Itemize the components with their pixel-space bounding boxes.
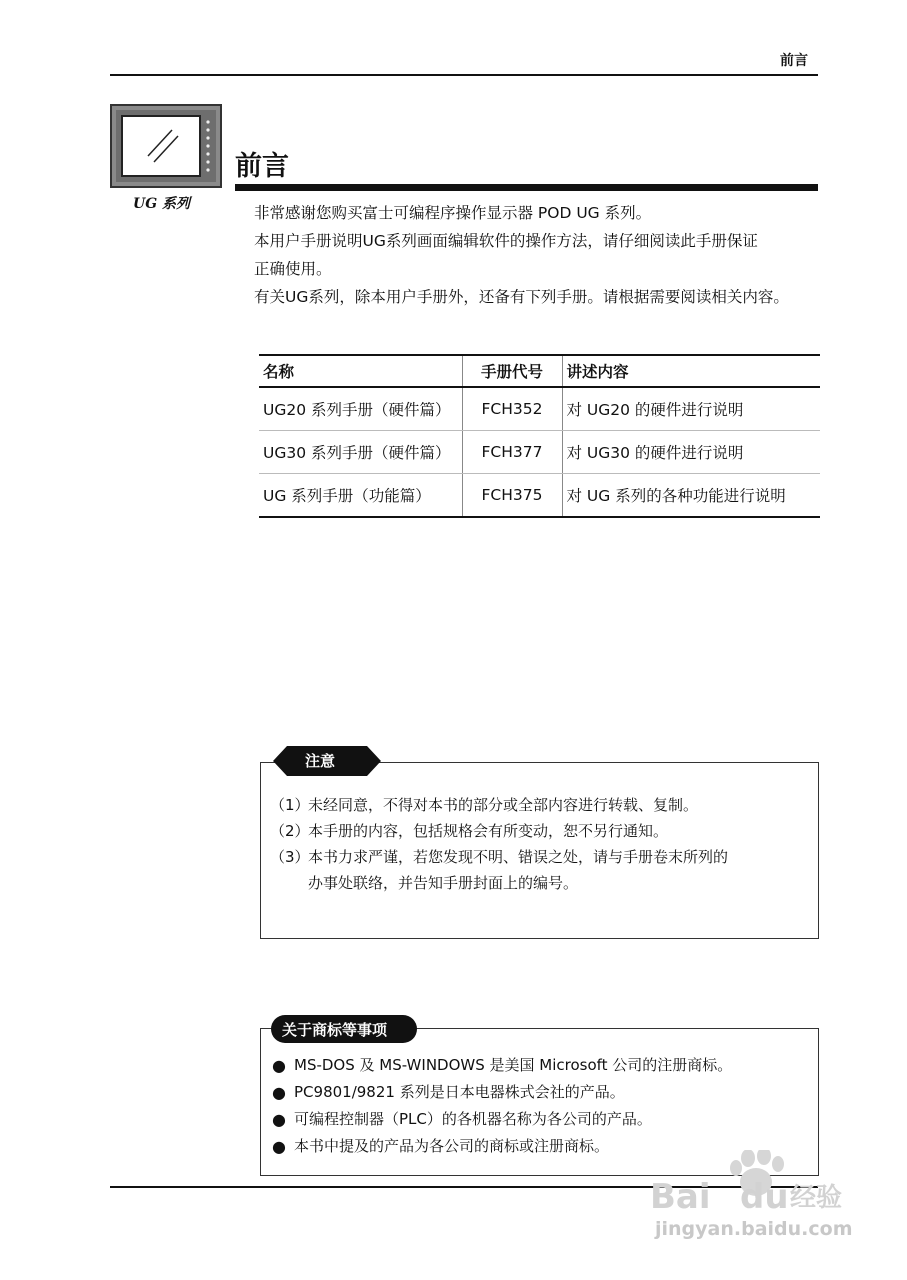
intro-line: 本用户手册说明UG系列画面编辑软件的操作方法，请仔细阅读此手册保证 (254, 232, 758, 250)
bullet-icon: ● (272, 1083, 286, 1102)
notice-item (270, 870, 810, 896)
trademarks-list (272, 1052, 812, 1160)
bullet-icon: ● (272, 1137, 286, 1156)
ug-device-logo (110, 104, 222, 188)
notice-item-number: （3） (270, 848, 310, 866)
watermark-url: jingyan.baidu.com (655, 1218, 853, 1240)
header-section-label: 前言 (780, 53, 808, 69)
page-title: 前言 (235, 151, 289, 182)
notice-tag-label: 注意 (305, 752, 336, 770)
trademarks-tag-label: 关于商标等事项 (282, 1021, 388, 1039)
trademark-item (272, 1079, 812, 1106)
manuals-table (259, 354, 820, 518)
trademark-item (272, 1052, 812, 1079)
trademark-item (272, 1106, 812, 1133)
manual-name-cell: UG 系列手册（功能篇） (259, 474, 462, 518)
trademark-item-text: PC9801/9821 系列是日本电器株式会社的产品。 (294, 1083, 625, 1101)
intro-paragraph (254, 199, 826, 311)
table-row (259, 474, 820, 518)
svg-text:经验: 经验 (790, 1183, 843, 1213)
manual-content-cell: 对 UG20 的硬件进行说明 (562, 387, 820, 431)
table-row (259, 431, 820, 474)
bullet-icon: ● (272, 1110, 286, 1129)
column-header-name: 名称 (259, 355, 462, 387)
notice-item-text: 未经同意，不得对本书的部分或全部内容进行转载、复制。 (308, 796, 699, 814)
table-row (259, 387, 820, 431)
manual-code-cell: FCH375 (462, 474, 562, 518)
trademark-item-text: MS-DOS 及 MS-WINDOWS 是美国 Microsoft 公司的注册商标。 (294, 1056, 733, 1074)
title-underline-bar (235, 184, 818, 191)
trademark-item-text: 本书中提及的产品为各公司的商标或注册商标。 (294, 1137, 610, 1155)
intro-line: 非常感谢您购买富士可编程序操作显示器 POD UG 系列。 (254, 204, 652, 222)
notice-item-text: 本手册的内容，包括规格会有所变动，恕不另行通知。 (308, 822, 669, 840)
svg-text:Bai: Bai (650, 1177, 711, 1217)
notice-item-text: 办事处联络，并告知手册封面上的编号。 (308, 874, 579, 892)
manual-code-cell: FCH377 (462, 431, 562, 474)
manual-content-cell: 对 UG30 的硬件进行说明 (562, 431, 820, 474)
intro-line: 有关UG系列，除本用户手册外，还备有下列手册。请根据需要阅读相关内容。 (254, 288, 789, 306)
table-header-row (259, 355, 820, 387)
notice-item-text: 本书力求严谨，若您发现不明、错误之处，请与手册卷末所列的 (308, 848, 729, 866)
svg-text:du: du (740, 1177, 789, 1217)
manual-code-cell: FCH352 (462, 387, 562, 431)
trademark-item-text: 可编程控制器（PLC）的各机器名称为各公司的产品。 (294, 1110, 652, 1128)
notice-item (270, 792, 810, 818)
notice-item-number: （1） (270, 796, 310, 814)
column-header-content: 讲述内容 (562, 355, 820, 387)
notice-item (270, 818, 810, 844)
notice-item-number (270, 870, 308, 896)
manual-content-cell: 对 UG 系列的各种功能进行说明 (562, 474, 820, 518)
manual-name-cell: UG30 系列手册（硬件篇） (259, 431, 462, 474)
notice-list (270, 792, 810, 896)
manual-name-cell: UG20 系列手册（硬件篇） (259, 387, 462, 431)
header-divider (110, 74, 818, 76)
bullet-icon: ● (272, 1056, 286, 1075)
logo-caption: UG 系列 (133, 196, 191, 212)
intro-line: 正确使用。 (254, 260, 332, 278)
column-header-code: 手册代号 (462, 355, 562, 387)
notice-item (270, 844, 810, 870)
notice-item-number: （2） (270, 822, 310, 840)
